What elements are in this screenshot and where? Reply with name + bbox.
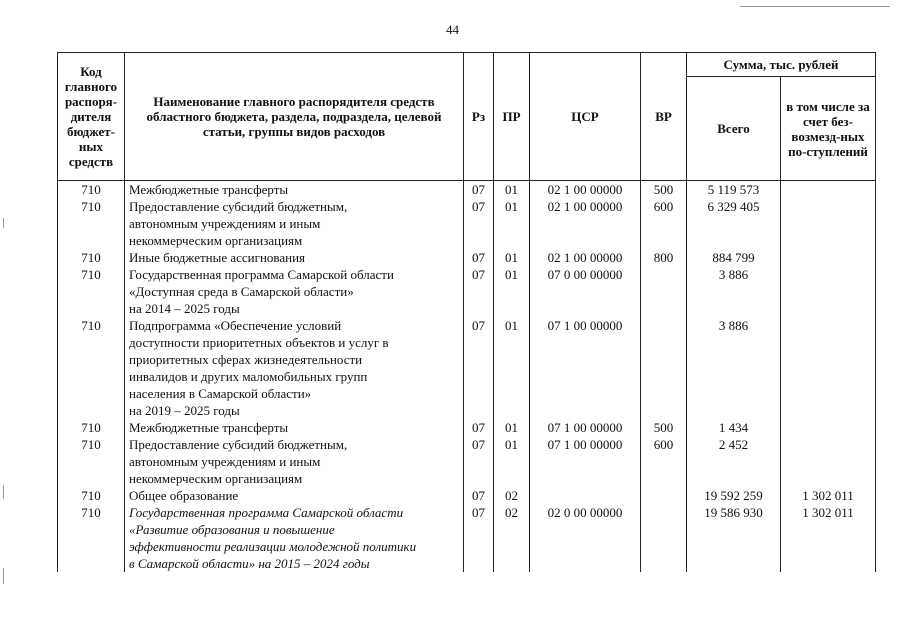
cell-pr: 02 bbox=[494, 504, 530, 572]
table-row bbox=[58, 504, 876, 572]
cell-gratis bbox=[781, 181, 876, 199]
cell-code: 710 bbox=[58, 266, 125, 317]
header-pr: ПР bbox=[494, 53, 530, 181]
cell-name: Предоставление субсидий бюджетным, автономным учреждениям и иным некоммерческим организациям bbox=[125, 436, 464, 487]
cell-csr bbox=[530, 487, 641, 504]
cell-gratis bbox=[781, 198, 876, 249]
cell-gratis bbox=[781, 436, 876, 487]
header-csr: ЦСР bbox=[530, 53, 641, 181]
cell-csr: 07 0 00 00000 bbox=[530, 266, 641, 317]
cell-name: Предоставление субсидий бюджетным, автономным учреждениям и иным некоммерческим организациям bbox=[125, 198, 464, 249]
cell-csr: 02 1 00 00000 bbox=[530, 249, 641, 266]
cell-csr: 02 0 00 00000 bbox=[530, 504, 641, 572]
cell-total: 3 886 bbox=[687, 266, 781, 317]
cell-name: Общее образование bbox=[125, 487, 464, 504]
cell-name: Государственная программа Самарской области «Развитие образования и повышение эффективности реализации молодежной политики в Самарской области» на 2015 – 2024 годы bbox=[125, 504, 464, 572]
cell-rz: 07 bbox=[464, 266, 494, 317]
cell-pr: 01 bbox=[494, 436, 530, 487]
header-total: Всего bbox=[687, 77, 781, 181]
header-gratis: в том числе за счет без-возмезд-ных по-ступлений bbox=[781, 77, 876, 181]
cell-gratis: 1 302 011 bbox=[781, 487, 876, 504]
scan-mark-left-3 bbox=[3, 568, 4, 584]
cell-csr: 07 1 00 00000 bbox=[530, 419, 641, 436]
cell-code: 710 bbox=[58, 436, 125, 487]
cell-total: 5 119 573 bbox=[687, 181, 781, 199]
cell-gratis bbox=[781, 249, 876, 266]
cell-gratis bbox=[781, 317, 876, 419]
cell-vr: 600 bbox=[641, 198, 687, 249]
cell-csr: 02 1 00 00000 bbox=[530, 198, 641, 249]
header-sum: Сумма, тыс. рублей bbox=[687, 53, 876, 77]
table-row bbox=[58, 436, 876, 487]
cell-code: 710 bbox=[58, 249, 125, 266]
cell-total: 1 434 bbox=[687, 419, 781, 436]
cell-csr: 02 1 00 00000 bbox=[530, 181, 641, 199]
cell-name: Государственная программа Самарской области «Доступная среда в Самарской области» на 2014 – 2025 годы bbox=[125, 266, 464, 317]
cell-total: 2 452 bbox=[687, 436, 781, 487]
cell-pr: 02 bbox=[494, 487, 530, 504]
table-row bbox=[58, 198, 876, 249]
header-rz: Рз bbox=[464, 53, 494, 181]
cell-rz: 07 bbox=[464, 436, 494, 487]
cell-code: 710 bbox=[58, 198, 125, 249]
cell-name: Подпрограмма «Обеспечение условий доступности приоритетных объектов и услуг в приоритетных сферах жизнедеятельности инвалидов и других маломобильных групп населения в Самарской области» на 2019 – 2025 годы bbox=[125, 317, 464, 419]
page-number: 44 bbox=[446, 22, 459, 37]
cell-code: 710 bbox=[58, 419, 125, 436]
cell-csr: 07 1 00 00000 bbox=[530, 436, 641, 487]
cell-total: 19 586 930 bbox=[687, 504, 781, 572]
cell-rz: 07 bbox=[464, 198, 494, 249]
header-name: Наименование главного распорядителя средств областного бюджета, раздела, подраздела, целевой статьи, группы видов расходов bbox=[125, 53, 464, 181]
cell-gratis: 1 302 011 bbox=[781, 504, 876, 572]
header-vr: ВР bbox=[641, 53, 687, 181]
cell-name: Межбюджетные трансферты bbox=[125, 419, 464, 436]
cell-vr bbox=[641, 266, 687, 317]
cell-pr: 01 bbox=[494, 419, 530, 436]
cell-rz: 07 bbox=[464, 487, 494, 504]
cell-total: 19 592 259 bbox=[687, 487, 781, 504]
cell-name: Межбюджетные трансферты bbox=[125, 181, 464, 199]
table-row bbox=[58, 419, 876, 436]
cell-vr: 600 bbox=[641, 436, 687, 487]
cell-pr: 01 bbox=[494, 266, 530, 317]
cell-pr: 01 bbox=[494, 249, 530, 266]
cell-total: 3 886 bbox=[687, 317, 781, 419]
table-row bbox=[58, 266, 876, 317]
table-row bbox=[58, 487, 876, 504]
cell-csr: 07 1 00 00000 bbox=[530, 317, 641, 419]
cell-total: 6 329 405 bbox=[687, 198, 781, 249]
cell-code: 710 bbox=[58, 504, 125, 572]
cell-vr bbox=[641, 487, 687, 504]
cell-rz: 07 bbox=[464, 419, 494, 436]
table-row bbox=[58, 181, 876, 199]
budget-table bbox=[57, 52, 876, 572]
cell-rz: 07 bbox=[464, 249, 494, 266]
cell-rz: 07 bbox=[464, 504, 494, 572]
cell-vr: 500 bbox=[641, 181, 687, 199]
cell-pr: 01 bbox=[494, 198, 530, 249]
cell-pr: 01 bbox=[494, 317, 530, 419]
cell-gratis bbox=[781, 266, 876, 317]
cell-vr bbox=[641, 504, 687, 572]
cell-code: 710 bbox=[58, 317, 125, 419]
cell-name: Иные бюджетные ассигнования bbox=[125, 249, 464, 266]
table-row bbox=[58, 317, 876, 419]
cell-vr: 500 bbox=[641, 419, 687, 436]
cell-total: 884 799 bbox=[687, 249, 781, 266]
scan-mark-left-1 bbox=[3, 218, 4, 228]
header-code: Код главного распоря-дителя бюджет-ных средств bbox=[58, 53, 125, 181]
scan-mark-top-right bbox=[740, 6, 890, 7]
cell-rz: 07 bbox=[464, 181, 494, 199]
cell-vr bbox=[641, 317, 687, 419]
cell-vr: 800 bbox=[641, 249, 687, 266]
cell-gratis bbox=[781, 419, 876, 436]
cell-code: 710 bbox=[58, 487, 125, 504]
table-row bbox=[58, 249, 876, 266]
cell-pr: 01 bbox=[494, 181, 530, 199]
cell-rz: 07 bbox=[464, 317, 494, 419]
scan-mark-left-2 bbox=[3, 485, 4, 499]
cell-code: 710 bbox=[58, 181, 125, 199]
